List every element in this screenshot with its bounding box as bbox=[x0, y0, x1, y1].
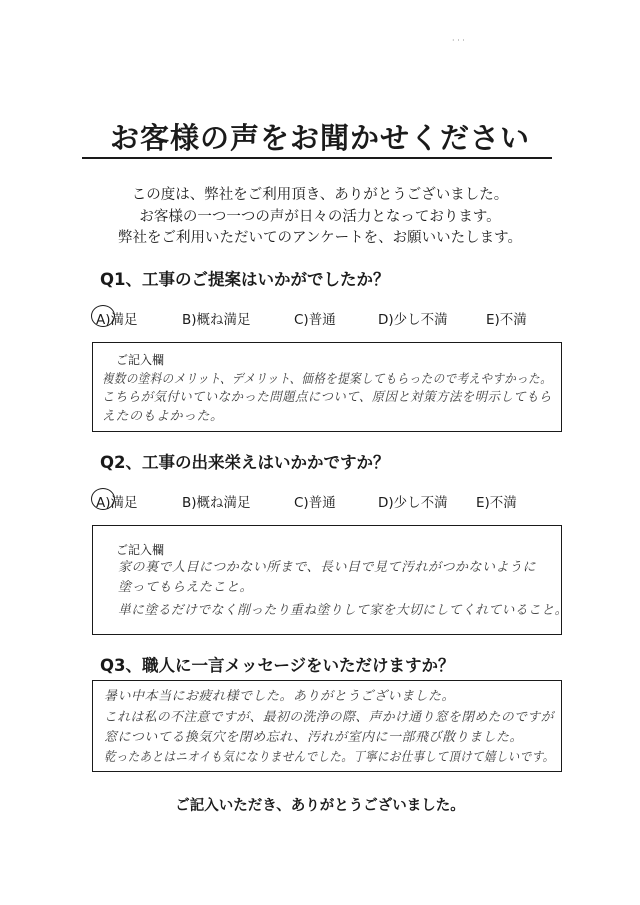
q2-option-a[interactable]: A)満足 bbox=[96, 495, 138, 511]
q3-answer-line-1: 暑い中本当にお疲れ様でした。ありがとうございました。 bbox=[104, 689, 456, 704]
q1-answer-line-2: こちらが気付いていなかった問題点について、原因と対策方法を明示してもら bbox=[102, 390, 552, 405]
q2-option-c[interactable]: C)普通 bbox=[294, 495, 336, 511]
q2-option-b[interactable]: B)概ね満足 bbox=[182, 495, 251, 511]
q3-question: Q3、職人に一言メッセージをいただけますか？ bbox=[100, 656, 455, 675]
q2-option-e[interactable]: E)不満 bbox=[476, 495, 517, 511]
q2-question: Q2、工事の出来栄えはいかかですか？ bbox=[100, 453, 390, 472]
q1-option-b[interactable]: B)概ね満足 bbox=[182, 312, 251, 328]
closing-message: ご記入いただき、ありがとうございました。 bbox=[175, 798, 465, 814]
q1-option-e[interactable]: E)不満 bbox=[486, 312, 527, 328]
intro-line-1: この度は、弊社をご利用頂き、ありがとうございました。 bbox=[131, 187, 509, 203]
q3-answer-line-4: 乾ったあとはニオイも気になりませんでした。丁寧にお仕事して頂けて嬉しいです。 bbox=[104, 750, 555, 765]
q3-answer-line-2: これは私の不注意ですが、最初の洗浄の際、声かけ通り窓を閉めたのですが bbox=[104, 710, 554, 725]
intro-line-3: 弊社をご利用いただいてのアンケートを、お願いいたします。 bbox=[118, 230, 522, 246]
scan-speck: · · · bbox=[452, 36, 465, 45]
intro-line-2: お客様の一つ一つの声が日々の活力となっております。 bbox=[139, 209, 501, 225]
q1-question: Q1、工事のご提案はいかがでしたか？ bbox=[100, 270, 390, 289]
q2-answer-line-2: 塗ってもらえたこと。 bbox=[118, 580, 254, 595]
q1-option-a[interactable]: A)満足 bbox=[96, 312, 138, 328]
q2-selected-circle bbox=[91, 488, 115, 510]
q1-box-label: ご記入欄 bbox=[116, 353, 165, 367]
q1-option-d[interactable]: D)少し不満 bbox=[378, 312, 448, 328]
q1-option-c[interactable]: C)普通 bbox=[294, 312, 336, 328]
q2-answer-line-1: 家の裏で人目につかない所まで、長い目で見て汚れがつかないように bbox=[118, 560, 536, 575]
q3-answer-line-3: 窓についてる換気穴を閉め忘れ、汚れが室内に一部飛び散りました。 bbox=[104, 730, 524, 745]
q2-option-d[interactable]: D)少し不満 bbox=[378, 495, 448, 511]
q1-answer-line-3: えたのもよかった。 bbox=[102, 409, 224, 424]
title-underline bbox=[82, 157, 552, 159]
q1-answer-line-1: 複数の塗料のメリット、デメリット、価格を提案してもらったので考えやすかった。 bbox=[102, 372, 553, 387]
q1-selected-circle bbox=[91, 305, 115, 327]
q2-answer-line-3: 単に塗るだけでなく削ったり重ね塗りして家を大切にしてくれていること。 bbox=[118, 603, 568, 618]
page-title: お客様の声をお聞かせください bbox=[109, 121, 530, 155]
q2-box-label: ご記入欄 bbox=[116, 543, 165, 557]
